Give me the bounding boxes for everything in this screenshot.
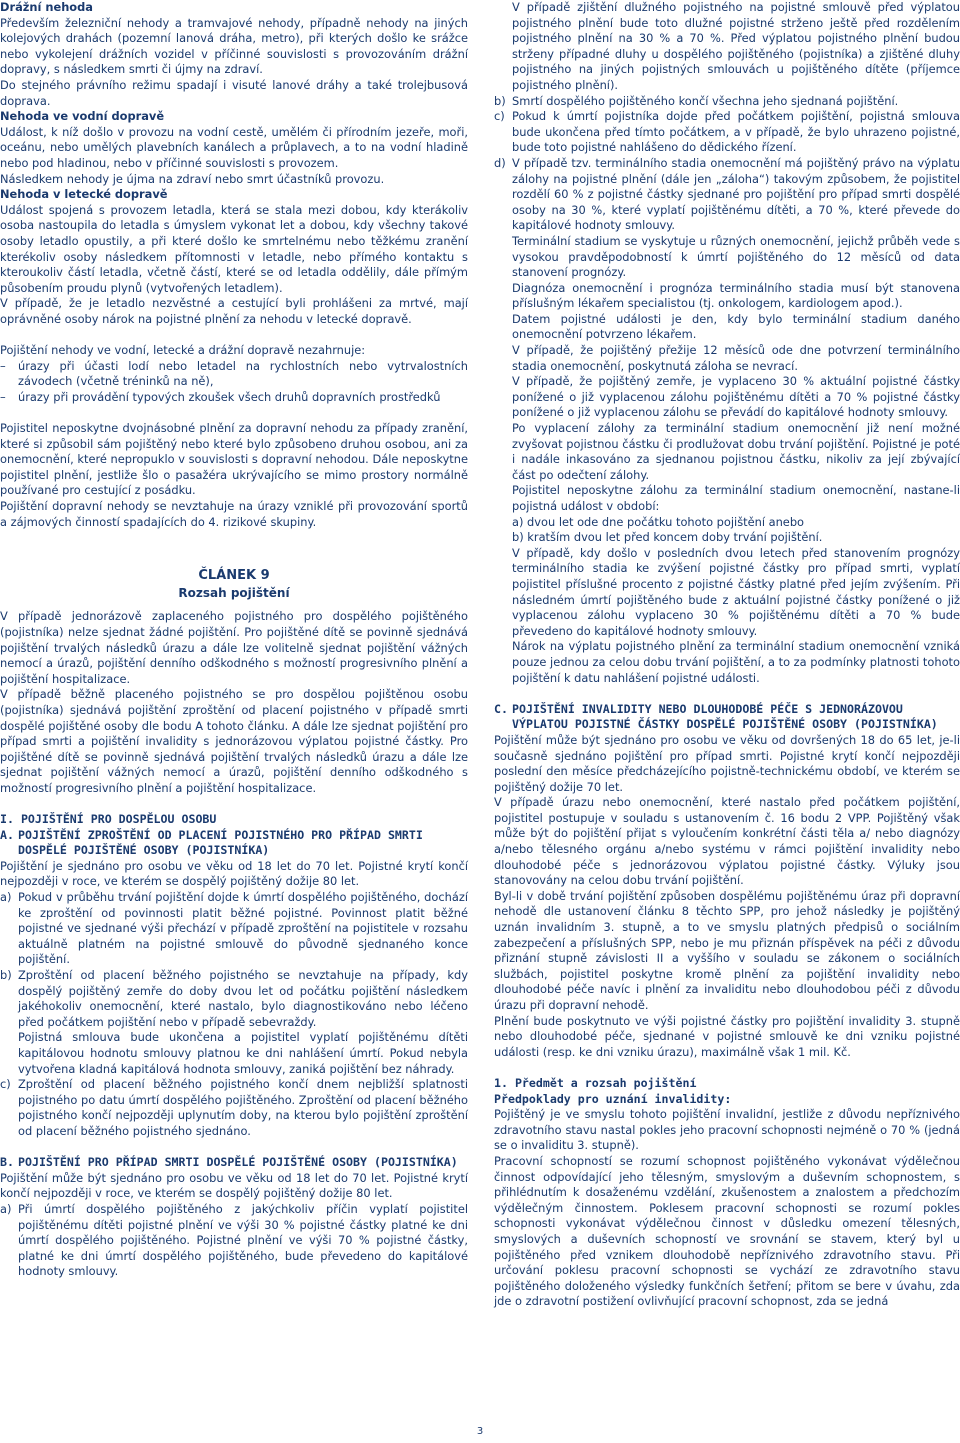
paragraph: Po vyplacení zálohy za terminální stadium onemocnění již není možné zvyšovat pojistnou částku či prodlužovat dobu trvání pojištění. Pojistné je poté i nadále inkasováno za sjednanou pojistnou částku, nikoliv za její zbývající část po odečtení zálohy. — [512, 421, 960, 482]
list-item: c) Zproštění od placení běžného pojistného končí dnem nejbližší splatnosti pojistného po datu úmrtí dospělého pojištěného. Zproštění od placení běžného pojistného končí nejpozději uplynutím doby, na kterou bylo pojištění zproštění od placení běžného pojistného sjednáno. — [0, 1077, 468, 1138]
paragraph: Pojištění nehody ve vodní, letecké a drážní dopravě nezahrnuje: — [0, 343, 366, 358]
paragraph: V případě, že pojištěný zemře, je vyplaceno 30 % aktuální pojistné částky ponížené o již vyplacenou zálohu pojištěnému dítěti a 70 % pojistné částky ponížené o již vyplacenou zálohu se převádí do kapitálové hodnoty smlouvy. — [512, 374, 960, 420]
paragraph: Pojištění dopravní nehody se nevztahuje na úrazy vzniklé při provozování sportů a zájmových činností spadajících do 4. rizikové skupiny. — [0, 499, 468, 529]
subsection-heading: 1. Předmět a rozsah pojištění — [494, 1075, 697, 1090]
paragraph: V případě zjištění dlužného pojistného na pojistné smlouvě před výplatou pojistného plnění bude toto dlužné pojistné strženo ještě před rozdělením pojistného plnění na 30 % a 70 %. Před výplatou pojistného plnění budou strženy případné dluhy u dospělého pojištěného (pojistníka) a zjištěné dluhy pojistného na jiných pojistných smlouvách u pojištěného dítěte (příjemce pojistného plnění). — [512, 0, 960, 92]
paragraph: Pracovní schopností se rozumí schopnost pojištěného vykonávat výdělečnou činnost odpovídající jeho tělesným, smyslovým a duševním schopnostem, s přihlédnutím k dosaženému vzdělání, zkušenostem a znalostem a předchozím výdělečným činnostem. Poklesem pracovní schopnosti se rozumí pokles schopnosti vykonávat výdělečnou činnost v důsledku omezení tělesných, smyslových a duševních schopností ve srovnání se stavem, který byl u pojištěného před vznikem dlouhodobě nepříznivého zdravotního stavu. Při určování poklesu pracovní schopnosti se vychází ze zdravotního stavu pojištěného doloženého výsledky funkčních šetření; přitom se bere v úvahu, zda jde o zdravotní postižení ovlivňující pracovní schopnost, zda se jedná — [494, 1153, 960, 1309]
section-heading-B: B. POJIŠTĚNÍ PRO PŘÍPAD SMRTI DOSPĚLÉ POJIŠTĚNÉ OSOBY (POJISTNÍKA) — [0, 1155, 458, 1170]
paragraph: Pojistitel neposkytne dvojnásobné plnění za dopravní nehodu za případy zranění, které si způsobil sám pojištěný nebo které bylo způsobeno druhou osobou, ani za onemocnění, které nepropuklo v souvislosti s dopravní nehodou. Dále neposkytne pojistitel plnění, jestliže šlo o pasažéra ukrývajícího se mimo prostory normálně používané pro cestující z posádku. — [0, 421, 468, 498]
paragraph: Diagnóza onemocnění i prognóza terminálního stadia musí být stanovena příslušným lékařem specialistou (tj. onkologem, kardiologem apod.). — [512, 280, 960, 311]
paragraph: Do stejného právního režimu spadají i visuté lanové dráhy a také trolejbusová doprava. — [0, 77, 468, 108]
paragraph: V případě běžně placeného pojistného se pro dospělou pojištěnou osobu (pojistníka) sjednává pojištění zproštění od placení pojistného v případě smrti dospělé pojištěné osoby dle bodu A tohoto článku. A dále lze sjednat pojištění pro případ smrti a pojištění invalidity s jednorázovou výplatou pojistné částky. Pro pojištěné dítě se povinně sjednává pojištění trvalých následků úrazu a dále lze sjednat pojištění vážných nemocí a úrazů, pojištění denního odškodného s možností progresivního plnění a pojištění hospitalizace. — [0, 687, 468, 795]
paragraph: Událost spojená s provozem letadla, která se stala mezi dobou, kdy kterákoliv osoba nastoupila do letadla s úmyslem vykonat let a dobou, kdy všechny takové osoby letadlo opustily, a při které došlo ke smrtelnému nebo těžkému zranění kterékoliv osoby následkem přítomnosti v letadle, nebo přímého kontaktu s kteroukoliv částí letadla, včetně částí, které se od letadla oddělily, dále přímým působením proudu plynů (vytvořených letadlem). — [0, 202, 468, 295]
paragraph: V případě, že pojištěný přežije 12 měsíců ode dne potvrzení terminálního stadia onemocnění, poskytnutá záloha se nevrací. — [512, 343, 960, 373]
list-item: a) Pokud v průběhu trvání pojištění dojde k úmrtí dospělého pojištěného, dochází ke zproštění od povinnosti platit běžné pojistné. Povinnost platit běžné pojistné ve sjednané výši přechází v případě zproštění na pojistitele v rozsahu aktuálně platném na pojistné smlouvě do původně sjednaného konce pojištění. — [0, 890, 468, 967]
paragraph: Událost, k níž došlo v provozu na vodní cestě, umělém či přírodním jezeře, moři, oceánu, nebo umělých plavebních kanálech a průplavech, a to na vodní hladině nebo pod hladinou, nebo v příčinné souvislosti s provozem. — [0, 124, 468, 170]
page-number: 3 — [476, 1426, 484, 1437]
left-column — [0, 0, 468, 1280]
article-title: ČLÁNEK 9 — [198, 568, 270, 584]
subsection-subheading: Předpoklady pro uznání invalidity: — [494, 1091, 732, 1106]
list-item: – úrazy při účasti lodí nebo letadel na rychlostních nebo vytrvalostních závodech (včetně tréninků na ně), — [0, 358, 468, 389]
paragraph: Pojistná smlouva bude ukončena a pojistitel vyplatí pojištěnému dítěti kapitálovou hodnotu smlouvy platnou ke dni nahlášení úmrtí. Pokud nebyla vytvořena kladná kapitálová hodnota smlouvy, zaniká pojištění bez náhrady. — [18, 1030, 468, 1076]
list-item: b) kratším dvou let před koncem doby trvání pojištění. — [512, 530, 823, 545]
paragraph: Terminální stadium se vyskytuje u různých onemocnění, jejichž průběh vede s vysokou pravděpodobností k úmrtí pojištěného do 12 měsíců od data stanovení prognózy. — [512, 233, 960, 280]
article-subtitle: Rozsah pojištění — [178, 586, 290, 601]
paragraph: Plnění bude poskytnuto ve výši pojistné částky pro pojištění invalidity 3. stupně nebo dlouhodobé péče, sjednané v pojistné smlouvě ke dni vzniku pojistné události (resp. ke dni vzniku úrazu), maximálně však 1 mil. Kč. — [494, 1013, 960, 1059]
paragraph: Pojištění je sjednáno pro osobu ve věku od 18 let do 70 let. Pojistné krytí končí nejpozději v roce, ve kterém se dospělý pojištěný dožije 80 let. — [0, 858, 468, 889]
section-heading-letecka: Nehoda v letecké dopravě — [0, 187, 168, 202]
paragraph: Pojištěný je ve smyslu tohoto pojištění invalidní, jestliže z důvodu nepříznivého zdravotního stavu nastal pokles jeho pracovní schopnosti nejméně o 70 % (jedná se o invaliditu 3. stupně). — [494, 1107, 960, 1153]
paragraph: V případě jednorázově zaplaceného pojistného pro dospělého pojištěného (pojistníka) nelze sjednat žádné pojištění. Pro pojištěné dítě se povinně sjednává pojištění trvalých následků úrazu a dále lze volitelně sjednat pojištění vážných nemocí a úrazů, pojištění denního odškodného s možností progresivního plnění a pojištění hospitalizace. — [0, 609, 468, 686]
paragraph: V případě, kdy došlo v posledních dvou letech před stanovením prognózy terminálního stadia ke zvýšení pojistné částky pro případ smrti, vyplatí pojistitel příslušné procento z pojistné částky platné před jejím zvýšením. Při následném úmrtí pojištěného bude z aktuální pojistné částky ponížené o již vyplacenou zálohu vyplaceno 30 % pojištěnému dítěti a 70 % bude převedeno do kapitálové hodnoty smlouvy. — [512, 545, 960, 638]
paragraph: V případě úrazu nebo onemocnění, které nastalo před počátkem pojištění, pojistitel postupuje v souladu s ustanovením č. 16 bodu 2 VPP. Pojištěný však může být do pojištění přijat s vyloučením konkrétní části těla a/ nebo diagnózy a/nebo tělesného orgánu a/nebo systému v rámci pojištění invalidity nebo dlouhodobé péče s jednorázovou výplatou pojistné částky. Výluky jsou stanovovány na celou dobu trvání pojištění. — [494, 795, 960, 888]
section-heading-vodni: Nehoda ve vodní dopravě — [0, 109, 165, 124]
section-heading-I: I. POJIŠTĚNÍ PRO DOSPĚLOU OSOBU — [0, 812, 217, 827]
list-item: d) V případě tzv. terminálního stadia onemocnění má pojištěný právo na výplatu zálohy na pojistné plnění (dále jen „záloha“) takovým způsobem, že pojistitel rozdělí 60 % z pojistné částky sjednané pro pojištění pro případ smrti dospělé osoby na 30 %, které vyplatí pojištěnému dítěti, a 70 %, které převede do kapitálové hodnoty smlouvy. — [494, 155, 960, 233]
list-item: – úrazy při provádění typových zkoušek všech druhů dopravních prostředků — [0, 389, 441, 404]
paragraph: V případě, že je letadlo nezvěstné a cestující byli prohlášeni za mrtvé, mají oprávněné osoby nárok na pojistné plnění za nehodu v letecké dopravě. — [0, 296, 468, 326]
paragraph: Následkem nehody je újma na zdraví nebo smrt účastníků provozu. — [0, 171, 385, 186]
section-heading-A: A. POJIŠTĚNÍ ZPROŠTĚNÍ OD PLACENÍ POJISTNÉHO PRO PŘÍPAD SMRTI DOSPĚLÉ POJIŠTĚNÉ OSOBY (POJISTNÍKA) — [0, 827, 423, 858]
paragraph: Datem pojistné události je den, kdy bylo terminální stadium daného onemocnění potvrzeno lékařem. — [512, 311, 960, 342]
right-column — [494, 0, 960, 1310]
list-item: a) dvou let ode dne počátku tohoto pojištění anebo — [512, 514, 805, 529]
list-item: c) Pokud k úmrtí pojistníka dojde před počátkem pojištění, pojistná smlouva bude ukončena před tímto počátkem, a v případě, že bylo uhrazeno pojistné, bude toto pojistné nahlášeno do dědického řízení. — [494, 109, 960, 155]
paragraph: Především železniční nehody a tramvajové nehody, případně nehody na jiných kolejových drahách (pozemní lanová dráha, metro), při kterých došlo ke srážce nebo vykolejení drážních vozidel v příčinné souvislosti s provozováním drážní dopravy, s následkem smrti či újmy na zdraví. — [0, 15, 468, 77]
section-heading-drazni: Drážní nehoda — [0, 0, 93, 14]
paragraph: Nárok na výplatu pojistného plnění za terminální stadium onemocnění vzniká pouze jednou za celou dobu trvání pojištění, a to za podmínky platnosti tohoto pojištění k datu nahlášení pojistné události. — [512, 639, 960, 685]
paragraph: Pojištění může být sjednáno pro osobu ve věku od dovršených 18 do 65 let, je-li současně sjednáno pojištění pro případ smrti. Pojistné krytí končí nejpozději poslední den měsíce předcházejícího pojistně-technickému období, ve kterém se pojištěný dožije 70 let. — [494, 732, 960, 794]
list-item: b) Zproštění od placení běžného pojistného se nevztahuje na případy, kdy dospělý pojištěný zemře do doby dvou let od počátku pojištění následkem jakéhokoliv onemocnění, které nastalo, bylo diagnostikováno nebo léčeno před počátkem pojištění nebo v případě sebevraždy. — [0, 968, 468, 1029]
paragraph: Pojistitel neposkytne zálohu za terminální stadium onemocnění, nastane-li pojistná událost v období: — [512, 483, 960, 513]
list-item: b) Smrtí dospělého pojištěného končí všechna jeho sjednaná pojištění. — [494, 93, 899, 108]
paragraph: Byl-li v době trvání pojištění způsoben dospělému pojištěnému úraz při dopravní nehodě dle ustanovení článku 8 těchto SPP, pro jehož následky je pojištěný uznán invalidním 3. stupně, a to ve smyslu platných předpisů o sociálním zabezpečení a příslušných SPP, nebo je mu přiznán příspěvek na péči z důvodu přiznání stupně závislosti II a vyššího v souladu se zákonem o sociálních službách, pojistitel poskytne kromě plnění za pojištění invalidity nebo dlouhodobé péče navíc i plnění za invaliditu nebo dlouhodobou péči z důvodu úrazu při dopravní nehodě. — [494, 888, 960, 1012]
paragraph: Pojištění může být sjednáno pro osobu ve věku od 18 let do 70 let. Pojistné krytí končí nejpozději v roce, ve kterém se dospělý pojištěný dožije 80 let. — [0, 1170, 468, 1201]
list-item: a) Při úmrtí dospělého pojištěného z jakýchkoliv příčin vyplatí pojistitel pojištěnému dítěti pojistné plnění ve výši 30 % pojistné částky platné ke dni úmrtí dospělého pojištěného. Pojistné plnění ve výši 70 % pojistné částky, platné ke dni úmrtí dospělého pojištěného, bude převedeno do kapitálové hodnoty smlouvy. — [0, 1201, 468, 1279]
section-heading-C: C. POJIŠTĚNÍ INVALIDITY NEBO DLOUHODOBÉ PÉČE S JEDNORÁZOVOU VÝPLATOU POJISTNÉ ČÁSTKY DOSPĚLÉ POJIŠTĚNÉ OSOBY (POJISTNÍKA) — [494, 701, 938, 732]
